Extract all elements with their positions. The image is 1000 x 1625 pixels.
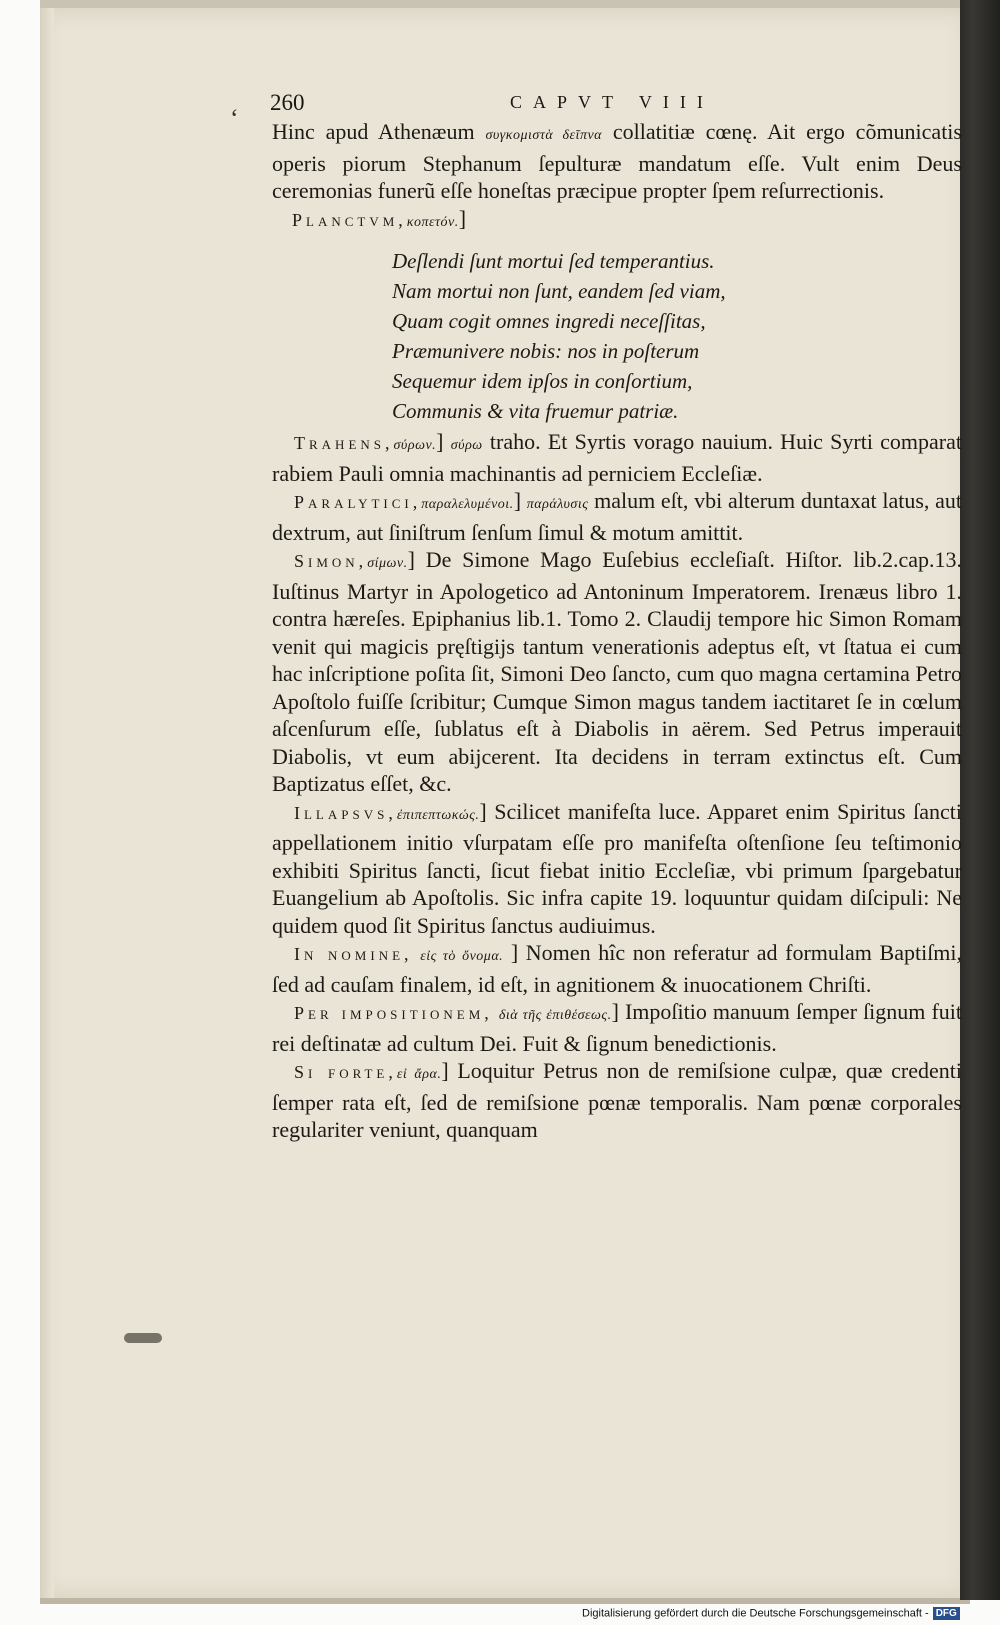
verse-line: Communis & vita fruemur patriæ. — [392, 399, 679, 423]
greek-term: παραλελυμένοι. — [421, 497, 514, 512]
paragraph-athenaeus: Hinc apud Athenæum συγκομιστὰ δεῖπνα collatitiæ cœnę. Ait ergo cõmunicatis operis piorum Stephanum ſepulturæ mandatum eſſe. Vult enim Deus ceremonias funerũ eſſe honeſtas præcipue propter ſpem reſurrectionis. — [272, 119, 962, 203]
greek-term: σύρω — [450, 438, 483, 453]
paragraph-simon: Simon,σίμων.] De Simone Mago Euſebius eccleſiaſt. Hiſtor. lib.2.cap.13. Iuſtinus Martyr in Apologetico ad Antoninum Imperatorem. Irenæus libro 1. contra hæreſes. Epiphanius lib.1. Tomo 2. Claudij tempore hic Simon Romam venit qui magicis pręſtigijs tantum venerationis adeptus eſt, vt ſtatua ei cum hac inſcriptione poſita ſit, Simoni Deo ſancto, cum quo magna certamina Petro Apoſtolo fuiſſe ſcribitur; Cumque Simon magus tandem iactitaret ſe in cœlum aſcenſurum eſſe, ſublatus eſt à Diabolis in aërem. Sed Petrus imperauit Diabolis, vt eum abijcerent. Ita decidens in terram extinctus eſt. Cum Baptizatus eſſet, &c. — [272, 547, 962, 796]
paragraph-illapsus: Illapsvs,ἐπιπεπτωκώς.] Scilicet manifeſta luce. Apparet enim Spiritus ſancti appellationem initio vſurpatam eſſe pro manifeſta oſtenſione ſeu teſtimonio exhibiti Spiritus ſancti, ſicut fiebat initio Eccleſiæ, vbi primum ſpargebatur Euangelium ab Apoſtolis. Sic infra capite 19. loquuntur quidam diſcipuli: Ne quidem quod ſit Spiritus ſanctus audiuimus. — [272, 798, 962, 938]
verse-line: Deſlendi ſunt mortui ſed temperantius. — [392, 249, 715, 273]
lemma-word: Paralytici, — [294, 492, 422, 512]
verse-line: Præmunivere nobis: nos in poſterum — [392, 339, 700, 363]
greek-term: κοπετόν. — [406, 214, 459, 230]
page-gutter — [40, 8, 54, 1598]
paragraph-in-nomine: In nomine, εἰς τὸ ὄνομα. ] Nomen hîc non referatur ad formulam Baptiſmi, ſed ad cauſam finalem, id eſt, in agnitionem & inuocationem Chriſti. — [272, 940, 963, 997]
greek-term: συγκομιστὰ δεῖπνα — [485, 128, 603, 143]
lemma-word: In nomine, — [294, 944, 413, 964]
greek-term: σίμων. — [367, 556, 408, 571]
footer-text: Digitalisierung gefördert durch die Deutsche Forschungsgemeinschaft - — [582, 1607, 929, 1620]
lemma-word: Planctvm, — [292, 209, 407, 230]
page-body — [272, 118, 962, 1144]
greek-term: σύρων. — [393, 438, 437, 453]
paragraph-per-impositionem: Per impositionem, διὰ τῆς ἐπιθέσεως.] Impoſitio manuum ſemper ſignum fuit rei deſtinatæ ad cultum Dei. Fuit & ſignum benedictionis. — [272, 999, 962, 1056]
verse-line: Quam cogit omnes ingredi neceſſitas, — [392, 309, 706, 333]
verse-line: Nam mortui non ſunt, eandem ſed viam, — [392, 279, 726, 303]
lemma-word: Simon, — [294, 551, 368, 571]
ink-smudge — [124, 1333, 162, 1343]
greek-term: παράλυσις — [526, 497, 589, 512]
lemma-word: Per impositionem, — [294, 1003, 493, 1023]
running-head: CAPVT VIII — [510, 92, 714, 112]
lemma-planctum: Planctvm,κοπετόν.] — [292, 205, 467, 231]
greek-term: ἐπιπεπτωκώς. — [396, 807, 480, 823]
page-top-edge — [40, 0, 970, 8]
greek-term: διὰ τῆς ἐπιθέσεως. — [498, 1008, 612, 1023]
verse-block — [392, 246, 962, 426]
verse-line: Sequemur idem ipſos in conſortium, — [392, 369, 693, 393]
lemma-word: Trahens, — [294, 433, 394, 453]
page-bottom-edge — [40, 1598, 970, 1604]
page-number: 260 — [270, 90, 305, 115]
digitization-footer — [582, 1607, 992, 1623]
margin-mark: ʻ — [230, 104, 239, 133]
page-header — [270, 90, 960, 120]
paragraph-si-forte: Si forte,εἰ ἄρα.] Loquitur Petrus non de remiſsione culpæ, quæ credenti ſemper rata eſt, ſed de remiſsione pœnæ temporalis. Nam pœnæ corporales regulariter veniunt, quanquam — [272, 1058, 962, 1142]
paragraph-trahens: Trahens,σύρων.] σύρω traho. Et Syrtis vorago nauium. Huic Syrti comparat rabiem Pauli omnia machinantis ad perniciem Eccleſiæ. — [272, 429, 963, 486]
paragraph-paralytici: Paralytici,παραλελυμένοι.] παράλυσις malum eſt, vbi alterum duntaxat latus, aut dextrum, aut ſiniſtrum ſenſum ſimul & motum amittit. — [272, 488, 962, 545]
book-spine-edge — [960, 0, 1000, 1600]
greek-term: εἰς τὸ ὄνομα. — [420, 949, 504, 964]
lemma-word: Illapsvs, — [294, 802, 397, 823]
greek-term: εἰ ἄρα. — [396, 1067, 442, 1082]
lemma-word: Si forte, — [294, 1062, 397, 1082]
dfg-logo-icon: DFG — [933, 1607, 960, 1620]
